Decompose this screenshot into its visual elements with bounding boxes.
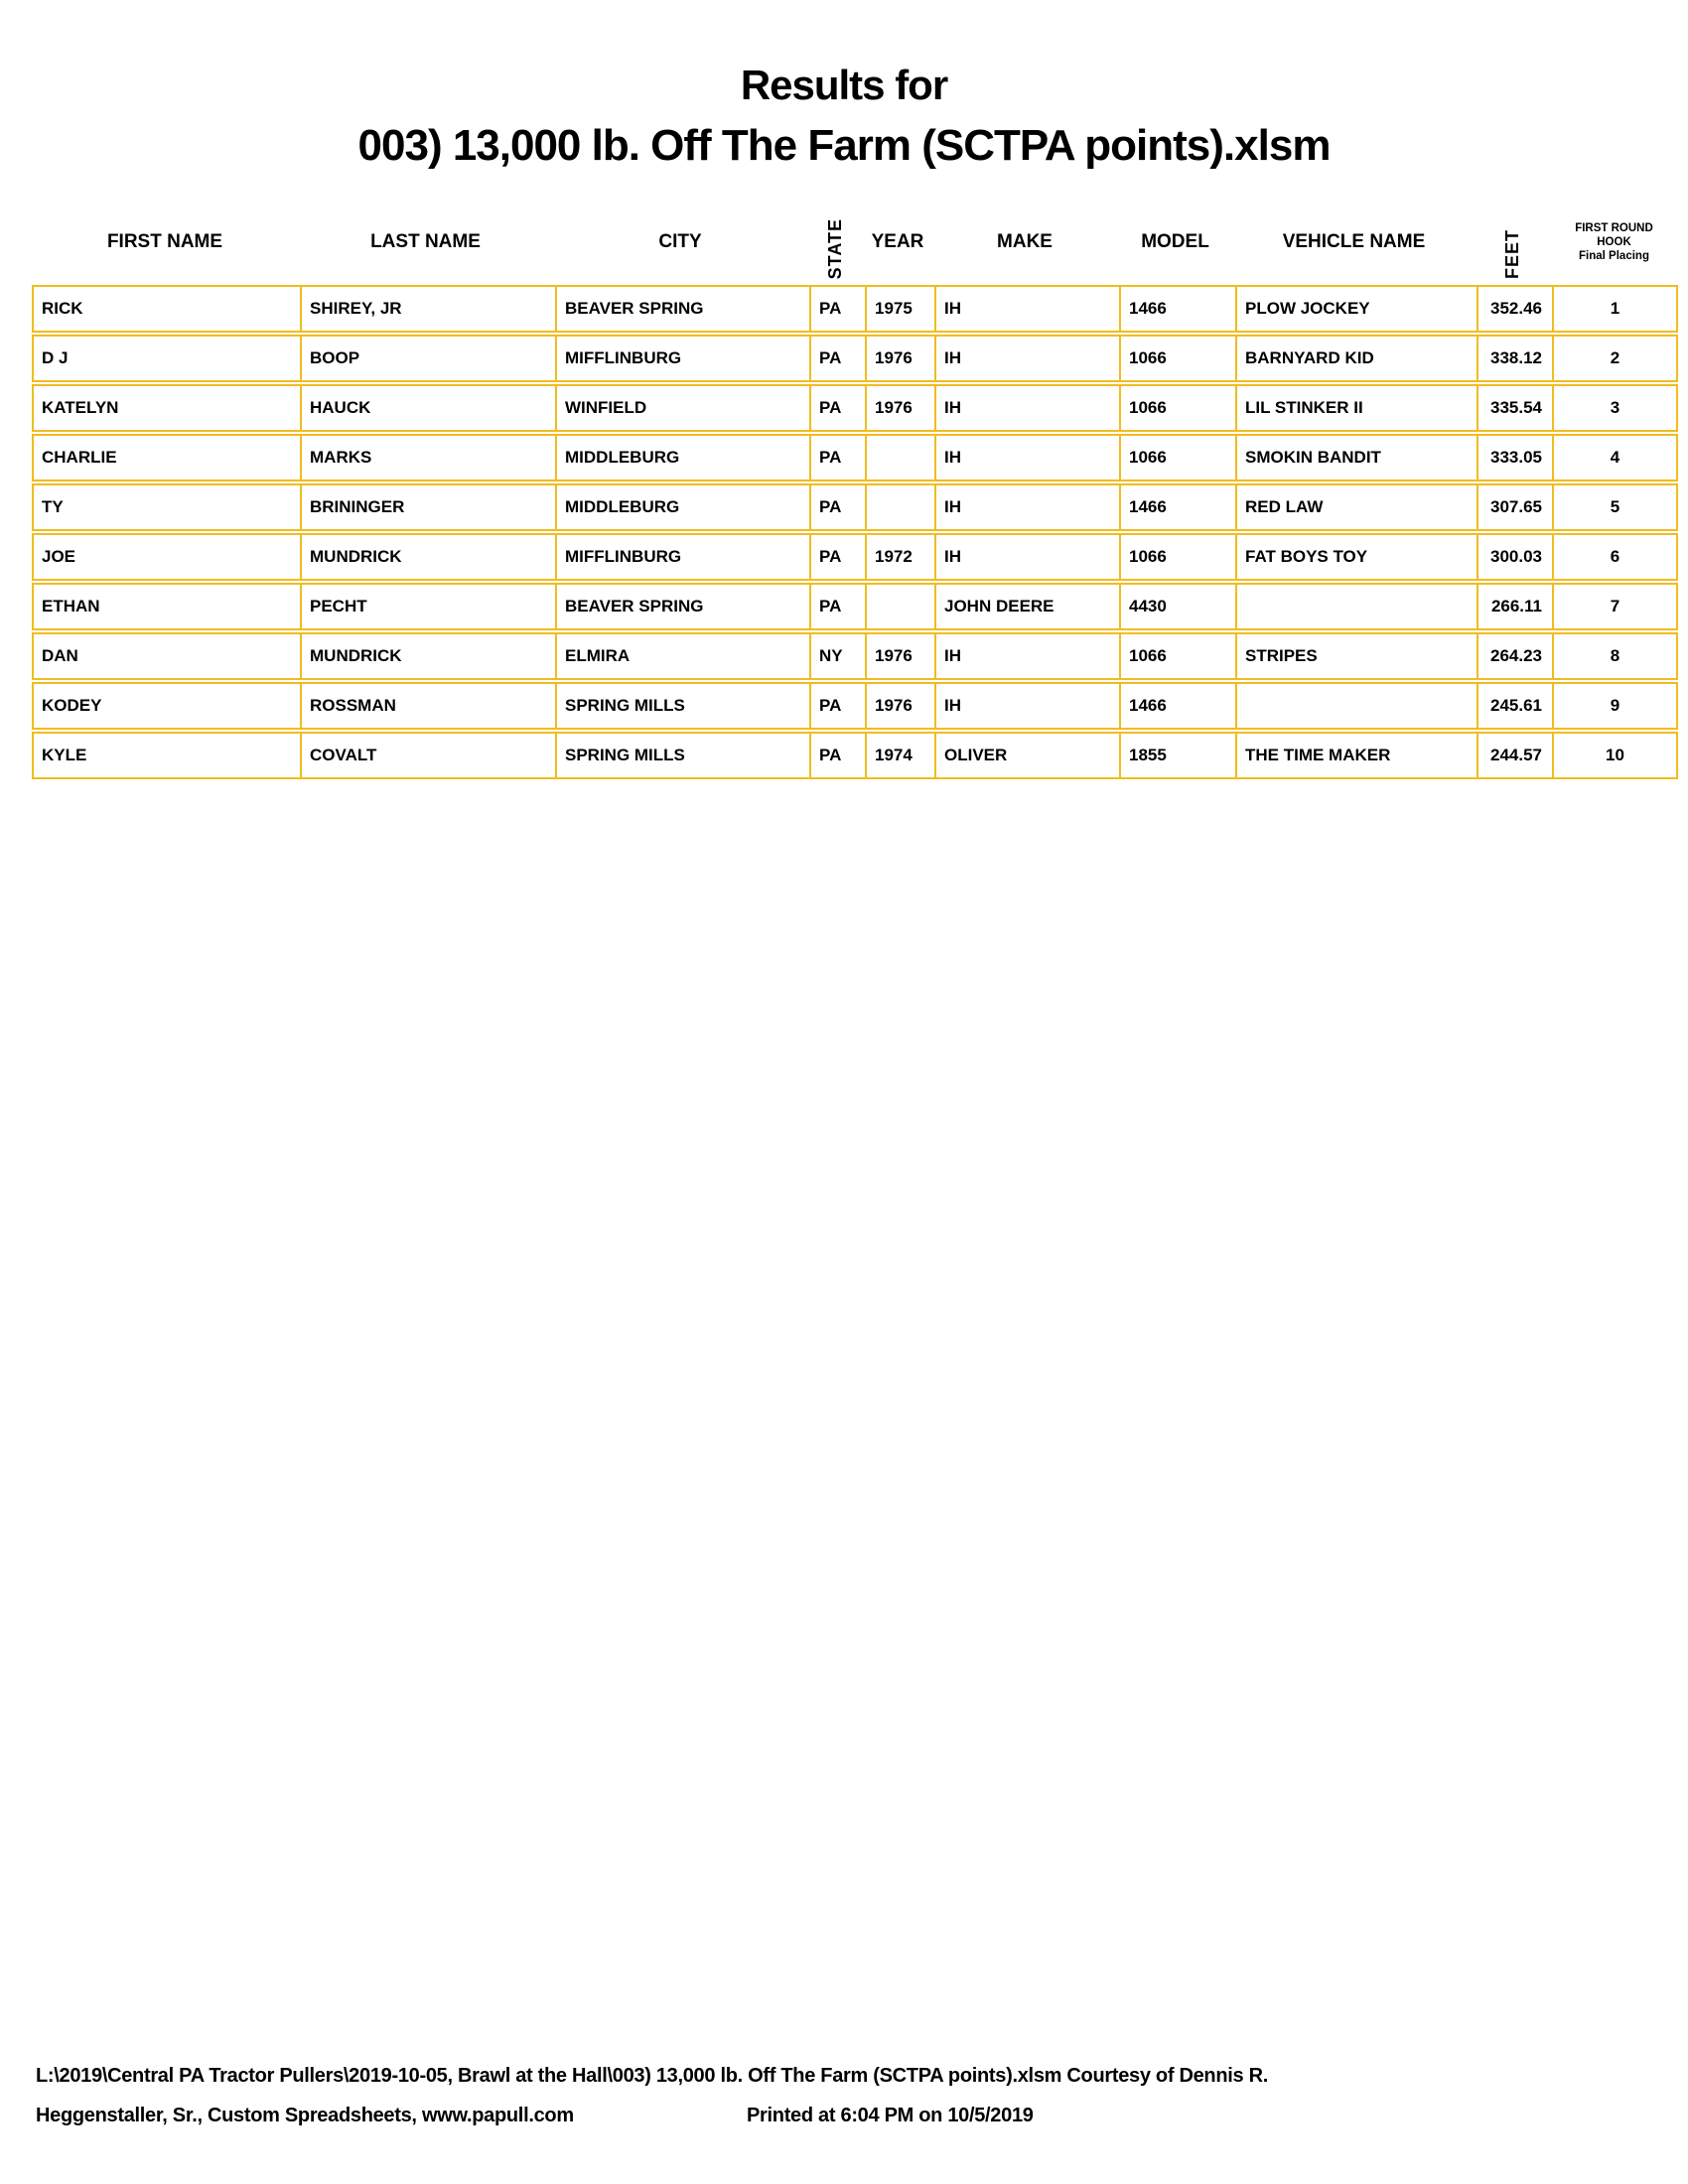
cell-place: 5 <box>1552 485 1676 529</box>
cell-place: 2 <box>1552 337 1676 380</box>
cell-last: ROSSMAN <box>300 684 555 728</box>
page-subtitle-filename: 003) 13,000 lb. Off The Farm (SCTPA points).xlsm <box>357 121 1331 170</box>
column-header-multiline-label <box>1575 221 1653 285</box>
cell-make: IH <box>934 535 1119 579</box>
cell-model: 4430 <box>1119 585 1235 628</box>
cell-city: SPRING MILLS <box>555 684 809 728</box>
cell-city: MIDDLEBURG <box>555 485 809 529</box>
cell-last: PECHT <box>300 585 555 628</box>
cell-last: COVALT <box>300 734 555 777</box>
cell-year: 1975 <box>865 287 934 331</box>
cell-make: OLIVER <box>934 734 1119 777</box>
cell-make: IH <box>934 386 1119 430</box>
cell-first: RICK <box>42 299 83 318</box>
column-header-first-round-hook <box>1550 196 1678 285</box>
cell-model: 1066 <box>1119 386 1235 430</box>
cell-vehicle: LIL STINKER II <box>1235 386 1477 430</box>
cell-city: SPRING MILLS <box>555 734 809 777</box>
cell-last: HAUCK <box>300 386 555 430</box>
cell-vehicle: THE TIME MAKER <box>1235 734 1477 777</box>
table-row <box>32 285 1678 333</box>
table-row <box>32 583 1678 630</box>
cell-make: IH <box>934 436 1119 479</box>
hook-header-line1: FIRST ROUND <box>1575 222 1653 234</box>
cell-make: IH <box>934 287 1119 331</box>
cell-feet: 244.57 <box>1477 734 1552 777</box>
cell-year: 1976 <box>865 684 934 728</box>
cell-state: PA <box>809 585 865 628</box>
cell-feet: 264.23 <box>1477 634 1552 678</box>
cell-state: PA <box>809 485 865 529</box>
cell-state: PA <box>809 386 865 430</box>
cell-last: MUNDRICK <box>300 535 555 579</box>
cell-state: NY <box>809 634 865 678</box>
column-header-label: MAKE <box>997 231 1053 252</box>
cell-feet: 245.61 <box>1477 684 1552 728</box>
cell-state: PA <box>809 337 865 380</box>
column-header-label: MODEL <box>1141 231 1209 252</box>
cell-make: IH <box>934 634 1119 678</box>
cell-year <box>865 436 934 479</box>
cell-vehicle: PLOW JOCKEY <box>1235 287 1477 331</box>
cell-first: KATELYN <box>42 398 119 417</box>
footer-printed-timestamp: Printed at 6:04 PM on 10/5/2019 <box>747 2105 1034 2126</box>
cell-city: BEAVER SPRING <box>555 287 809 331</box>
cell-first: KYLE <box>42 746 87 764</box>
cell-place: 3 <box>1552 386 1676 430</box>
cell-first: ETHAN <box>42 597 100 615</box>
cell-make: IH <box>934 485 1119 529</box>
cell-year: 1976 <box>865 634 934 678</box>
cell-year: 1976 <box>865 386 934 430</box>
cell-model: 1466 <box>1119 287 1235 331</box>
footer <box>36 2063 1654 2128</box>
table-row <box>32 632 1678 680</box>
cell-place: 7 <box>1552 585 1676 628</box>
results-table-body <box>32 285 1678 781</box>
cell-first: KODEY <box>42 696 102 715</box>
cell-model: 1066 <box>1119 337 1235 380</box>
cell-vehicle: STRIPES <box>1235 634 1477 678</box>
cell-feet: 333.05 <box>1477 436 1552 479</box>
cell-vehicle: RED LAW <box>1235 485 1477 529</box>
table-header-row <box>32 196 1678 285</box>
table-row <box>32 483 1678 531</box>
cell-city: MIFFLINBURG <box>555 337 809 380</box>
hook-header-line3: Final Placing <box>1579 250 1649 262</box>
column-header-label: LAST NAME <box>370 231 481 252</box>
cell-model: 1466 <box>1119 684 1235 728</box>
cell-feet: 338.12 <box>1477 337 1552 380</box>
cell-make: IH <box>934 684 1119 728</box>
column-header-make <box>932 196 1117 285</box>
cell-last: MUNDRICK <box>300 634 555 678</box>
cell-year: 1974 <box>865 734 934 777</box>
cell-city: BEAVER SPRING <box>555 585 809 628</box>
hook-header-line2: HOOK <box>1597 236 1631 248</box>
footer-credits: Heggenstaller, Sr., Custom Spreadsheets, www.papull.com <box>36 2105 574 2126</box>
page-title: Results for <box>740 62 948 108</box>
cell-vehicle: FAT BOYS TOY <box>1235 535 1477 579</box>
cell-place: 9 <box>1552 684 1676 728</box>
cell-first: JOE <box>42 547 76 566</box>
cell-year: 1972 <box>865 535 934 579</box>
column-header-last-name <box>298 196 553 285</box>
table-row <box>32 384 1678 432</box>
cell-vehicle: SMOKIN BANDIT <box>1235 436 1477 479</box>
cell-feet: 266.11 <box>1477 585 1552 628</box>
cell-city: MIFFLINBURG <box>555 535 809 579</box>
cell-model: 1066 <box>1119 634 1235 678</box>
table-row <box>32 533 1678 581</box>
cell-first: DAN <box>42 646 78 665</box>
cell-city: MIDDLEBURG <box>555 436 809 479</box>
cell-year: 1976 <box>865 337 934 380</box>
cell-city: ELMIRA <box>555 634 809 678</box>
cell-place: 10 <box>1552 734 1676 777</box>
cell-place: 6 <box>1552 535 1676 579</box>
cell-make: JOHN DEERE <box>934 585 1119 628</box>
cell-year <box>865 485 934 529</box>
cell-last: BRININGER <box>300 485 555 529</box>
cell-vehicle <box>1235 684 1477 728</box>
table-row <box>32 434 1678 481</box>
column-header-label: FIRST NAME <box>106 231 223 252</box>
cell-feet: 352.46 <box>1477 287 1552 331</box>
cell-first: TY <box>42 497 64 516</box>
cell-last: SHIREY, JR <box>300 287 555 331</box>
cell-last: BOOP <box>300 337 555 380</box>
cell-feet: 307.65 <box>1477 485 1552 529</box>
cell-first: CHARLIE <box>42 448 117 467</box>
column-header-year <box>863 196 932 285</box>
cell-first: D J <box>42 348 69 367</box>
cell-last: MARKS <box>300 436 555 479</box>
cell-place: 4 <box>1552 436 1676 479</box>
table-row <box>32 335 1678 382</box>
cell-feet: 300.03 <box>1477 535 1552 579</box>
cell-vehicle: BARNYARD KID <box>1235 337 1477 380</box>
table-row <box>32 682 1678 730</box>
cell-year <box>865 585 934 628</box>
cell-model: 1466 <box>1119 485 1235 529</box>
cell-state: PA <box>809 436 865 479</box>
cell-vehicle <box>1235 585 1477 628</box>
column-header-label-vertical: STATE <box>824 217 845 279</box>
cell-state: PA <box>809 734 865 777</box>
cell-make: IH <box>934 337 1119 380</box>
cell-model: 1066 <box>1119 535 1235 579</box>
cell-feet: 335.54 <box>1477 386 1552 430</box>
column-header-label-vertical: FEET <box>1501 228 1522 279</box>
cell-city: WINFIELD <box>555 386 809 430</box>
table-row <box>32 732 1678 779</box>
cell-model: 1066 <box>1119 436 1235 479</box>
column-header-label: VEHICLE NAME <box>1282 231 1426 252</box>
column-header-state <box>807 196 863 285</box>
column-header-model <box>1117 196 1233 285</box>
cell-place: 1 <box>1552 287 1676 331</box>
column-header-label: YEAR <box>871 231 924 252</box>
column-header-feet <box>1475 196 1550 285</box>
footer-file-path: L:\2019\Central PA Tractor Pullers\2019-10-05, Brawl at the Hall\003) 13,000 lb. Off The Farm (SCTPA points).xlsm Courtesy of Dennis R. <box>36 2065 1268 2087</box>
cell-state: PA <box>809 684 865 728</box>
column-header-vehicle-name <box>1233 196 1475 285</box>
footer-credits-line <box>36 2103 1654 2128</box>
column-header-city <box>553 196 807 285</box>
column-header-first-name <box>32 196 298 285</box>
cell-model: 1855 <box>1119 734 1235 777</box>
cell-state: PA <box>809 535 865 579</box>
column-header-label: CITY <box>658 231 702 252</box>
cell-place: 8 <box>1552 634 1676 678</box>
cell-state: PA <box>809 287 865 331</box>
